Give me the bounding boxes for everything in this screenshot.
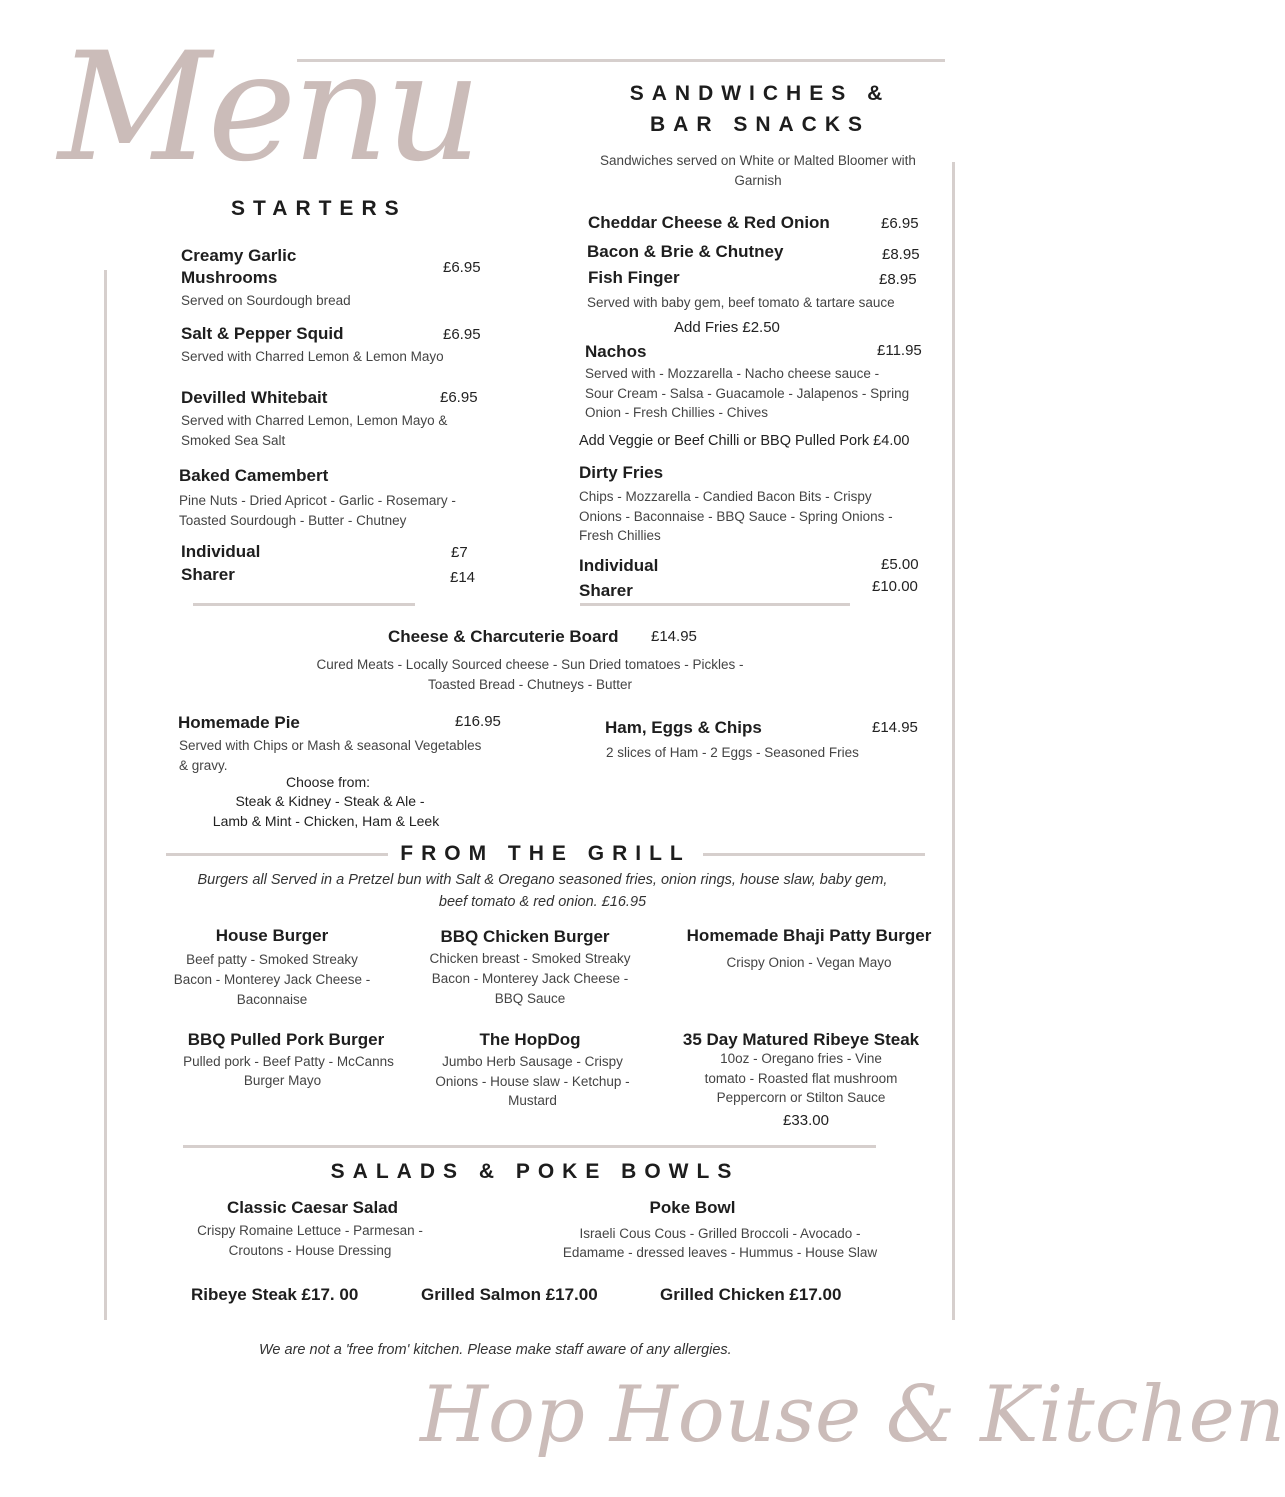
sandwich-name: Cheddar Cheese & Red Onion [588,213,830,232]
starter-name: Devilled Whitebait [181,388,328,407]
sandwich-price: £6.95 [881,215,919,232]
steak-desc: tomato - Roasted flat mushroom [704,1071,898,1086]
burger-desc: Bacon - Monterey Jack Cheese - [431,971,629,986]
starters-rule [193,603,415,606]
option-label: Sharer [579,581,633,600]
option-price: £7 [451,544,468,561]
steak-name: 35 Day Matured Ribeye Steak [682,1030,920,1049]
dirty-fries-desc: Onions - Baconnaise - BBQ Sauce - Spring Onions - [579,509,893,524]
salad-desc: Edamame - dressed leaves - Hummus - House Slaw [562,1245,878,1260]
burger-desc: Mustard [508,1093,557,1108]
pie-choose: Choose from: [285,774,371,790]
starter-desc: Smoked Sea Salt [181,433,286,448]
sandwich-rule [580,603,850,606]
sandwiches-heading: SANDWICHES & [629,82,891,105]
nachos-name: Nachos [585,342,647,361]
option-label: Individual [579,556,659,575]
burger-desc: BBQ Sauce [494,991,566,1006]
option-label: Individual [181,542,261,561]
burger-desc: Baconnaise [236,992,308,1007]
board-name: Cheese & Charcuterie Board [388,627,619,646]
starter-desc: Served on Sourdough bread [181,293,351,308]
board-desc: Toasted Bread - Chutneys - Butter [427,677,633,692]
sandwich-price: £8.95 [882,246,920,263]
sandwich-name: Bacon & Brie & Chutney [587,242,784,261]
option-price: £5.00 [881,556,919,573]
starter-desc: Pine Nuts - Dried Apricot - Garlic - Rosemary - [179,493,456,508]
grill-intro: beef tomato & red onion. £16.95 [438,894,647,910]
option-price: £10.00 [872,578,918,595]
ham-desc: 2 slices of Ham - 2 Eggs - Seasoned Fries [606,745,859,760]
board-price: £14.95 [651,628,697,645]
pie-desc: & gravy. [179,758,228,773]
dirty-fries-desc: Fresh Chillies [579,528,661,543]
starter-name: Mushrooms [181,268,278,287]
salad-desc: Croutons - House Dressing [228,1243,392,1258]
menu-script-logo: Menu [58,21,478,195]
left-border [104,270,107,1320]
sandwiches-heading: BAR SNACKS [649,113,870,136]
sandwiches-intro: Garnish [734,173,782,188]
salad-name: Classic Caesar Salad [226,1198,399,1217]
salads-heading: SALADS & POKE BOWLS [330,1160,740,1183]
pie-options: Steak & Kidney - Steak & Ale - [235,793,425,809]
burger-desc: Crispy Onion - Vegan Mayo [726,955,892,970]
pie-options: Lamb & Mint - Chicken, Ham & Leek [212,813,440,829]
burger-desc: Pulled pork - Beef Patty - McCanns [183,1054,394,1069]
starter-desc: Served with Charred Lemon, Lemon Mayo & [181,413,448,428]
pie-desc: Served with Chips or Mash & seasonal Vegetables [179,738,482,753]
sandwich-desc: Served with baby gem, beef tomato & tartare sauce [587,295,895,310]
add-chilli: Add Veggie or Beef Chilli or BBQ Pulled Pork £4.00 [579,433,910,449]
nachos-desc: Onion - Fresh Chillies - Chives [585,405,769,420]
salad-addon: Grilled Chicken £17.00 [660,1285,842,1304]
nachos-price: £11.95 [877,342,922,359]
starter-desc: Served with Charred Lemon & Lemon Mayo [181,349,444,364]
grill-rule-left [166,853,388,856]
starter-name: Baked Camembert [179,466,329,485]
salad-name: Poke Bowl [649,1198,736,1217]
dirty-fries-name: Dirty Fries [579,463,664,482]
salads-rule [183,1145,876,1148]
burger-name: BBQ Pulled Pork Burger [187,1030,385,1049]
allergy-note: We are not a 'free from' kitchen. Please make staff aware of any allergies. [259,1342,732,1358]
right-border [952,162,955,1320]
dirty-fries-desc: Chips - Mozzarella - Candied Bacon Bits - Crispy [579,489,872,504]
salad-addon: Grilled Salmon £17.00 [421,1285,598,1304]
burger-desc: Jumbo Herb Sausage - Crispy [442,1054,623,1069]
option-label: Sharer [181,565,235,584]
salad-addon: Ribeye Steak £17. 00 [191,1285,359,1304]
sandwich-price: £8.95 [879,271,917,288]
starter-desc: Toasted Sourdough - Butter - Chutney [179,513,407,528]
grill-rule-right [703,853,925,856]
sandwich-name: Fish Finger [588,268,680,287]
burger-desc: Chicken breast - Smoked Streaky [429,951,631,966]
add-fries: Add Fries £2.50 [674,319,780,336]
nachos-desc: Served with - Mozzarella - Nacho cheese sauce - [585,366,880,381]
steak-price: £33.00 [783,1112,829,1129]
burger-desc: Onions - House slaw - Ketchup - [435,1074,630,1089]
salad-desc: Israeli Cous Cous - Grilled Broccoli - Avocado - [579,1226,861,1241]
burger-desc: Bacon - Monterey Jack Cheese - [173,972,371,987]
nachos-desc: Sour Cream - Salsa - Guacamole - Jalapenos - Spring [585,386,910,401]
board-desc: Cured Meats - Locally Sourced cheese - Sun Dried tomatoes - Pickles - [316,657,744,672]
burger-name: The HopDog [479,1030,581,1049]
starter-name: Salt & Pepper Squid [181,324,344,343]
starter-price: £6.95 [443,326,481,343]
starter-price: £6.95 [443,259,481,276]
burger-name: BBQ Chicken Burger [440,927,610,946]
footer-script-logo: Hop House & Kitchen [420,1370,1285,1460]
burger-name: Homemade Bhaji Patty Burger [686,926,932,945]
burger-desc: Burger Mayo [243,1073,322,1088]
option-price: £14 [450,569,476,586]
salad-desc: Crispy Romaine Lettuce - Parmesan - [197,1223,423,1238]
pie-name: Homemade Pie [178,713,300,732]
grill-intro: Burgers all Served in a Pretzel bun with Salt & Oregano seasoned fries, onion rings, house slaw, baby gem, [197,872,888,888]
ham-price: £14.95 [872,719,918,736]
burger-desc: Beef patty - Smoked Streaky [186,952,358,967]
starters-heading: STARTERS [231,197,407,220]
pie-price: £16.95 [455,713,501,730]
steak-desc: 10oz - Oregano fries - Vine [720,1051,882,1066]
starter-price: £6.95 [440,389,478,406]
ham-name: Ham, Eggs & Chips [605,718,762,737]
sandwiches-intro: Sandwiches served on White or Malted Bloomer with [600,153,916,168]
burger-name: House Burger [215,926,329,945]
steak-desc: Peppercorn or Stilton Sauce [716,1090,886,1105]
grill-heading: FROM THE GRILL [400,842,691,865]
starter-name: Creamy Garlic [181,246,297,265]
